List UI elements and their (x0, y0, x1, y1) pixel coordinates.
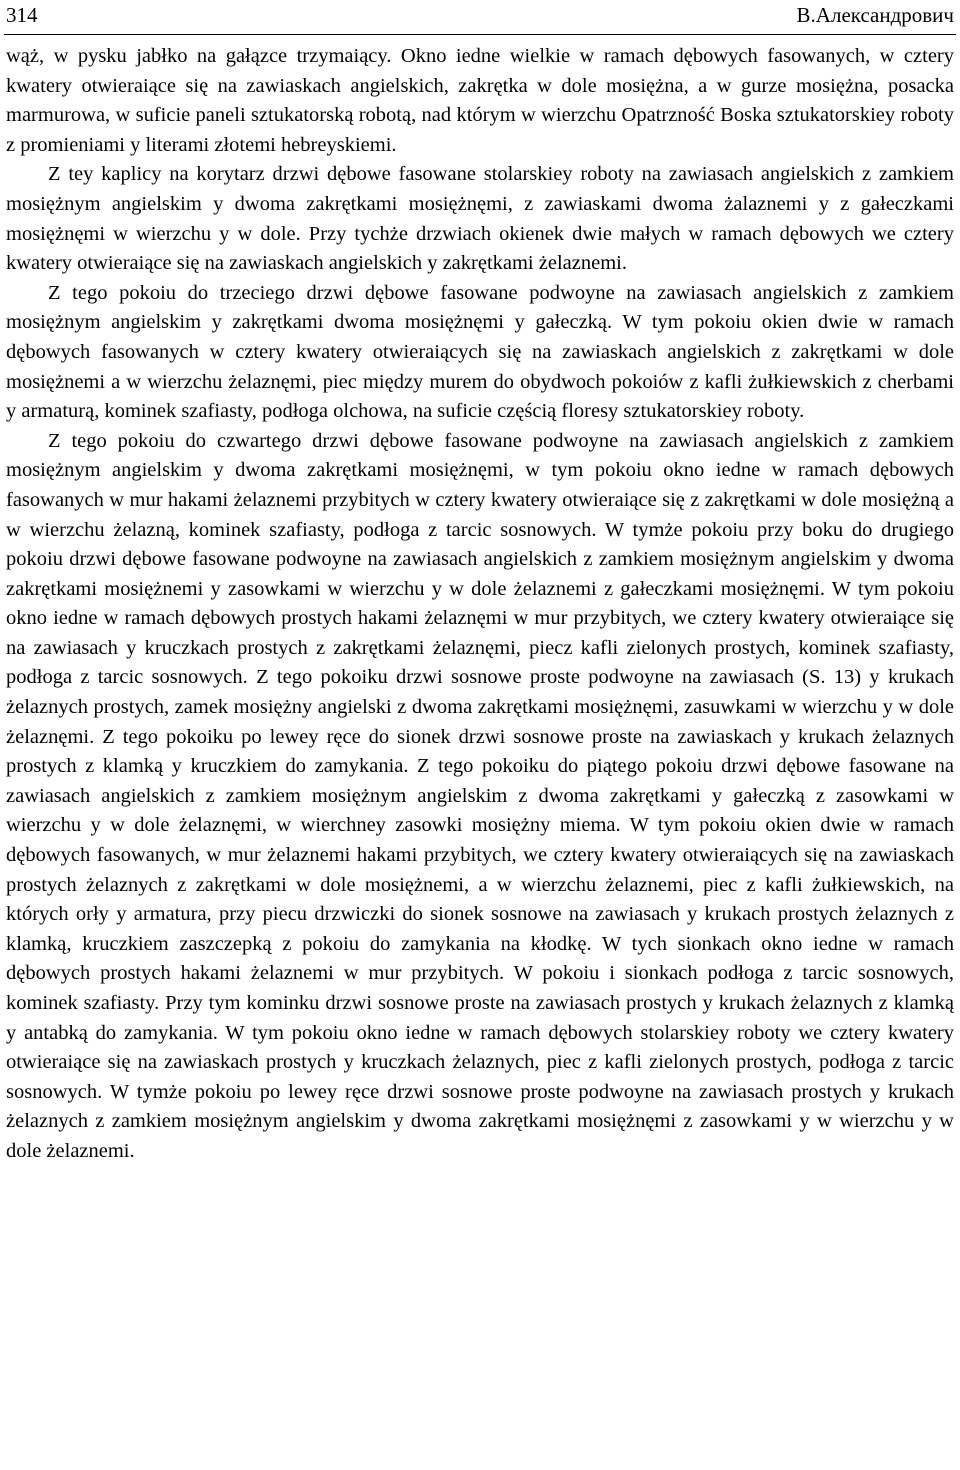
header-rule (4, 34, 956, 35)
running-head-author: В.Александрович (796, 3, 954, 27)
body-text (6, 42, 954, 1167)
page-number: 314 (6, 3, 38, 27)
page-header (6, 0, 954, 30)
paragraph: Z tego pokoiu do czwartego drzwi dębowe fasowane podwoyne na zawiasach angielskich z zamkiem mosiężnym angielskim y dwoma zakrętkami mosiężnęmi, w tym pokoiu okno iedne w ramach dębowych fasowanych w mur hakami żelaznemi przybitych w cztery kwatery otwieraiące się z zakrętkami w dole mosiężną a w wierzchu żelazną, kominek szafiasty, podłoga z tarcic sosnowych. W tymże pokoiu przy boku do drugiego pokoiu drzwi dębowe fasowane podwoyne na zawiasach angielskich z zamkiem mosiężnym angielskim y dwoma zakrętkami mosiężnemi y zasowkami w wierzchu y w dole żelaznemi z gałeczkami mosiężnęmi. W tym pokoiu okno iedne w ramach dębowych prostych hakami żelaznęmi w mur przybitych, we cztery kwatery otwieraiące się na zawiasach y kruczkach prostych z zakrętkami żelaznęmi, piecz kafli zielonych prostych, kominek szafiasty, podłoga z tarcic sosnowych. Z tego pokoiku drzwi sosnowe proste podwoyne na zawiasach (S. 13) y krukach żelaznych prostych, zamek mosiężny angielski z dwoma zakrętkami mosiężnęmi, zasuwkami w wierzchu y w dole żelaznęmi. Z tego pokoiku po lewey ręce do sionek drzwi sosnowe proste na zawiaskach y krukach żelaznych prostych z klamką y kruczkiem do zamykania. Z tego pokoiku do piątego pokoiu drzwi dębowe fasowane na zawiasach angielskich z zamkiem mosiężnym angielskim z dwoma zakrętkami y gałeczką z zasowkami w wierzchu y w dole żelaznęmi, w wierchney zasowki mosiężny miema. W tym pokoiu okien dwie w ramach dębowych fasowanych, w mur żelaznemi hakami przybitych, we cztery kwatery otwieraiących się na zawiaskach prostych żelaznych z zakrętkami w dole mosiężnemi, a w wierzchu żelaznemi, piec z kafli żułkiewskich, na których orły y armatura, przy piecu drzwiczki do sionek sosnowe na zawiasach y krukach prostych żelaznych z klamką, kruczkiem zaszczepką z pokoiu do zamykania na kłodkę. W tych sionkach okno iedne w ramach dębowych prostych hakami żelaznemi w mur przybitych. W pokoiu i sionkach podłoga z tarcic sosnowych, kominek szafiasty. Przy tym kominku drzwi sosnowe proste na zawiasach prostych y krukach żelaznych z klamką y antabką do zamykania. W tym pokoiu okno iedne w ramach dębowych stolarskiey roboty we cztery kwatery otwieraiące się na zawiaskach prostych y kruczkach żelaznych, piec z kafli zielonych prostych, podłoga z tarcic sosnowych. W tymże pokoiu po lewey ręce drzwi sosnowe proste podwoyne na zawiasach prostych y krukach żelaznych z zamkiem mosiężnym angielskim y dwoma zakrętkami mosiężnęmi z zasowkami y w wierzchu y w dole żelaznemi. (6, 429, 954, 1162)
paragraph: Z tey kaplicy na korytarz drzwi dębowe fasowane stolarskiey roboty na zawiasach angielskich z zamkiem mosiężnym angielskim y dwoma zakrętkami mosiężnęmi, z zawiaskami dwoma żalaznemi y z gałeczkami mosiężnęmi w wierzchu y w dole. Przy tychże drzwiach okienek dwie małych w ramach dębowych we cztery kwatery otwieraiące się na zawiaskach angielskich y zakrętkami żelaznemi. (6, 163, 954, 275)
paragraph-continued: wąż, w pysku jabłko na gałązce trzymaiący. Okno iedne wielkie w ramach dębowych fasowanych, w cztery kwatery otwieraiące się na zawiaskach angielskich, zakrętka w dole mosiężna, a w gurze mosiężna, posacka marmurowa, w suficie paneli sztukatorską robotą, nad którym w wierzchu Opatrzność Boska sztukatorskiey roboty z promieniami y literami złotemi hebreyskiemi. (6, 45, 954, 156)
paragraph: Z tego pokoiu do trzeciego drzwi dębowe fasowane podwoyne na zawiasach angielskich z zamkiem mosiężnym angielskim y zakrętkami dwoma mosiężnęmi y gałeczką. W tym pokoiu okien dwie w ramach dębowych fasowanych w cztery kwatery otwieraiących się na zawiaskach angielskich z zakrętkami w dole mosiężnemi a w wierzchu żelaznęmi, piec między murem do obydwoch pokoiów z kafli żułkiewskich z cherbami y armaturą, kominek szafiasty, podłoga olchowa, na suficie częścią floresy sztukatorskiey roboty. (6, 281, 954, 423)
